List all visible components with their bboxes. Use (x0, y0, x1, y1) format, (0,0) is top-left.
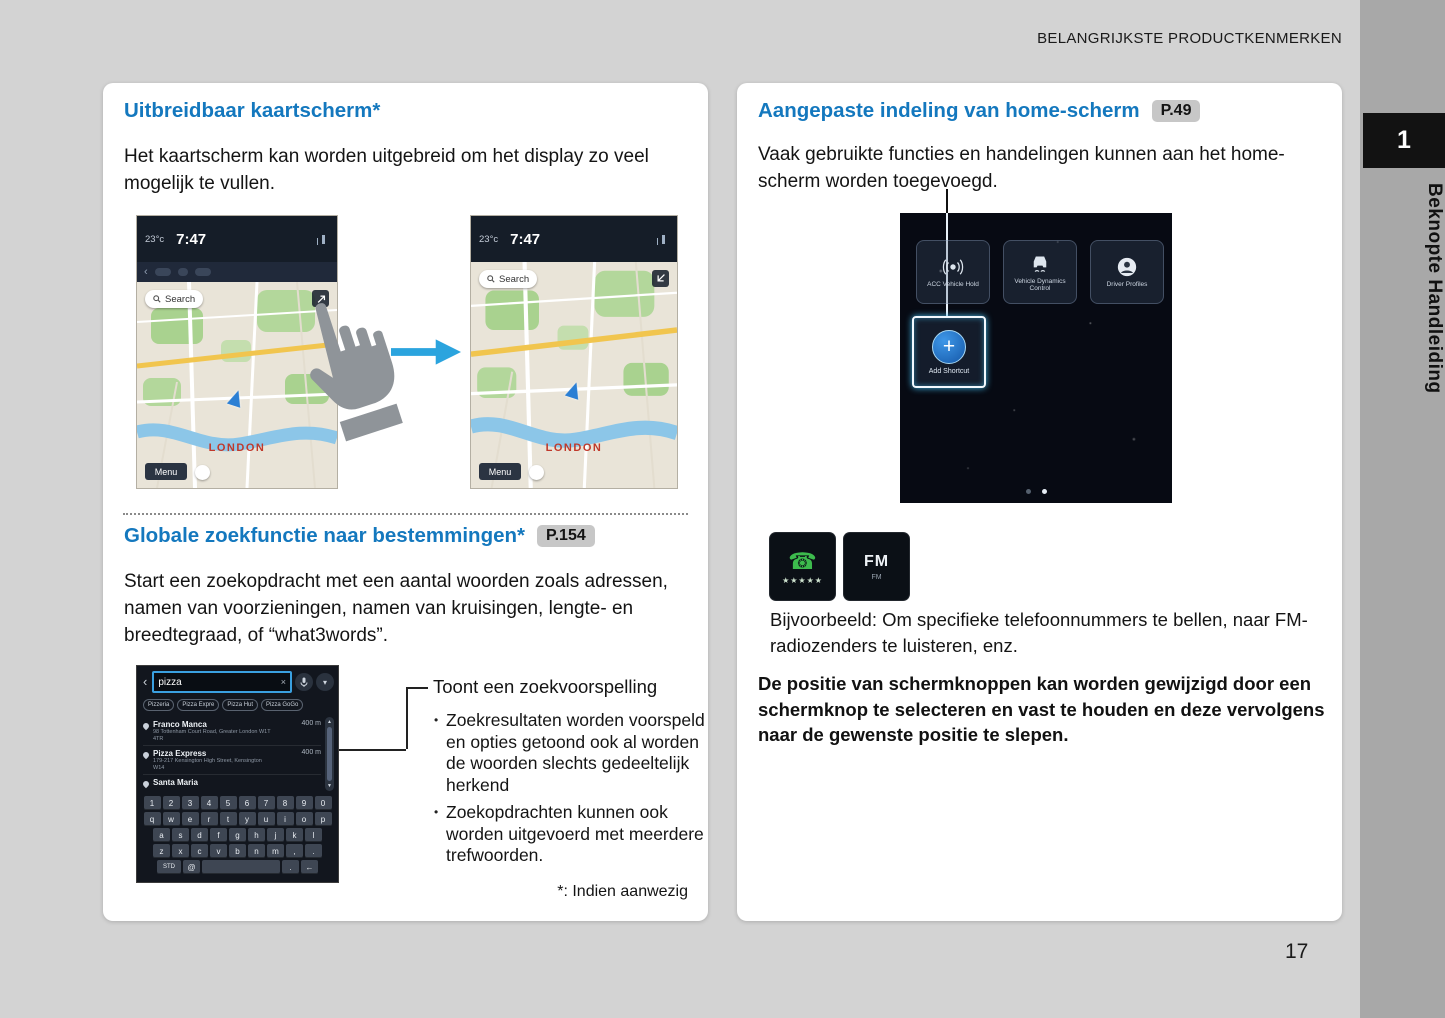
map-search-label: Search (165, 293, 196, 305)
toolbar-pill-icon (155, 268, 171, 276)
keyboard-key: c (191, 844, 208, 858)
shortcut-tile-driver-profiles (1090, 240, 1164, 304)
result-address: 98 Tottenham Court Road, Greater London W1T 4TR (153, 729, 271, 742)
arrow-right-icon (391, 339, 461, 365)
search-result-row (143, 775, 321, 791)
section-body: Het kaartscherm kan worden uitgebreid om het display zo veel mogelijk te vullen. (124, 146, 649, 194)
keyboard-key: 4 (201, 796, 218, 810)
keyboard-key: e (182, 812, 199, 826)
back-chevron-icon: ‹ (144, 266, 148, 278)
clock-readout: 7:47 (176, 230, 207, 248)
keyboard-key: 6 (239, 796, 256, 810)
tile-label: ACC Vehicle Hold (927, 281, 979, 289)
keyboard-key: 2 (163, 796, 180, 810)
scroll-down-icon: ▼ (327, 783, 332, 789)
suggestion-chips (143, 699, 332, 711)
nav-status-bar (471, 216, 677, 262)
search-icon (153, 295, 161, 303)
result-address: 179-217 Kensington High Street, Kensington W14 (153, 758, 262, 771)
page-dot-active (1042, 489, 1047, 494)
keyboard-key: , (286, 844, 303, 858)
temperature-readout: 23°c (145, 233, 165, 245)
nav-toolbar (137, 262, 337, 282)
page-reference-badge[interactable]: P.49 (1152, 100, 1201, 122)
volume-button (195, 465, 210, 480)
onscreen-keyboard (141, 796, 334, 874)
fm-icon: FM (863, 552, 890, 570)
result-name: Santa Maria (153, 778, 198, 787)
keyboard-key: . (305, 844, 322, 858)
suggestion-chip: Pizzeria (143, 699, 174, 711)
keyboard-key: 7 (258, 796, 275, 810)
acc-vehicle-hold-icon (942, 255, 964, 279)
keyboard-key: j (267, 828, 284, 842)
section-title-home-layout: Aangepaste indeling van home-scherm (758, 99, 1140, 122)
keyboard-key: 3 (182, 796, 199, 810)
keyboard-key: d (191, 828, 208, 842)
chapter-number: 1 (1397, 126, 1411, 154)
tile-label: Driver Profiles (1106, 281, 1148, 289)
keyboard-key: u (258, 812, 275, 826)
add-shortcut-button (912, 316, 986, 388)
keyboard-key: g (229, 828, 246, 842)
tile-label: Vehicle Dynamics Control (1014, 277, 1066, 292)
clear-icon: × (280, 677, 286, 687)
keyboard-key: 5 (220, 796, 237, 810)
keyboard-key: b (229, 844, 246, 858)
favorites-stars: ★★★★★ (782, 575, 823, 585)
callout-line (339, 749, 406, 751)
map-menu-button: Menu (145, 463, 187, 480)
location-pin-icon (143, 780, 150, 788)
signal-bars-icon (322, 235, 325, 244)
add-shortcut-label: Add Shortcut (928, 367, 970, 375)
right-panel (737, 83, 1342, 921)
signal-bars-icon (662, 235, 665, 244)
result-name: Franco Manca (153, 720, 207, 729)
section-title-global-search: Globale zoekfunctie naar bestemmingen* (124, 524, 525, 547)
keyboard-key: a (153, 828, 170, 842)
city-label: LONDON (208, 442, 266, 454)
location-pin-icon (143, 751, 150, 759)
scroll-up-icon: ▲ (327, 719, 332, 725)
shortcut-tile-acc-vehicle-hold (916, 240, 990, 304)
keyboard-key: 8 (277, 796, 294, 810)
home-screen-screenshot (900, 213, 1172, 503)
keyboard-key: . (282, 860, 299, 874)
nav-status-bar (137, 216, 337, 262)
keyboard-key: i (277, 812, 294, 826)
suggestion-chip: Pizza Expre (177, 699, 219, 711)
temperature-readout: 23°c (479, 233, 499, 245)
map-menu-button: Menu (479, 463, 521, 480)
keyboard-key: w (163, 812, 180, 826)
drag-note: De positie van schermknoppen kan worden gewijzigd door een schermknop te selecteren en vast te houden en deze vervolgens naar de gewenste positie te slepen. (758, 673, 1325, 745)
result-distance: 400 m (301, 749, 321, 756)
bullet-item: • Zoekopdrachten kunnen ook worden uitgevoerd met meerdere trefwoorden. (433, 802, 707, 867)
city-label: LONDON (545, 442, 603, 454)
feature-bullets (433, 710, 707, 873)
shortcut-examples (770, 533, 909, 600)
section-divider (123, 513, 688, 515)
keyboard-key: s (172, 828, 189, 842)
keyboard-key: z (153, 844, 170, 858)
keyboard-key: h (248, 828, 265, 842)
map-area (471, 262, 677, 488)
map-search-button (145, 290, 203, 308)
page-number: 17 (1285, 940, 1309, 963)
keyboard-key: y (239, 812, 256, 826)
search-result-row (143, 717, 321, 746)
toolbar-pill-icon (178, 268, 188, 276)
map-search-label: Search (499, 273, 530, 285)
running-header: BELANGRIJKSTE PRODUCTKENMERKEN (1037, 30, 1342, 47)
keyboard-key: o (296, 812, 313, 826)
keyboard-key: l (305, 828, 322, 842)
search-bar (141, 671, 334, 693)
results-scrollbar (325, 717, 334, 791)
keyboard-key: r (201, 812, 218, 826)
chapter-title-vertical: Beknopte Handleiding (1424, 183, 1445, 394)
voice-search-icon (295, 673, 313, 691)
scrollbar-thumb (327, 727, 332, 781)
hide-keyboard-icon: ▾ (316, 673, 334, 691)
result-distance: 400 m (301, 720, 321, 727)
keyboard-key: 1 (144, 796, 161, 810)
section-body: Vaak gebruikte functies en handelingen kunnen aan het home-scherm worden toegevoegd. (758, 144, 1285, 192)
collapse-map-icon (652, 270, 669, 287)
map-terrain (471, 262, 677, 488)
keyboard-key: f (210, 828, 227, 842)
footnote: *: Indien aanwezig (557, 883, 688, 900)
driver-profile-icon (1116, 255, 1138, 279)
shortcut-tile-vehicle-dynamics (1003, 240, 1077, 304)
search-results-list (143, 717, 321, 791)
volume-button (529, 465, 544, 480)
keyboard-key: t (220, 812, 237, 826)
keyboard-key: x (172, 844, 189, 858)
keyboard-key: @ (183, 860, 200, 874)
left-panel (103, 83, 708, 921)
callout-line (406, 687, 408, 749)
search-icon (487, 275, 495, 283)
keyboard-key: ← (301, 860, 318, 874)
keyboard-key: n (248, 844, 265, 858)
fm-label: FM (871, 573, 882, 581)
keyboard-key: 9 (296, 796, 313, 810)
pointer-line (946, 189, 948, 214)
keyboard-key: p (315, 812, 332, 826)
vehicle-dynamics-icon (1030, 252, 1050, 276)
toolbar-pill-icon (195, 268, 211, 276)
keyboard-key: v (210, 844, 227, 858)
keyboard-key: 0 (315, 796, 332, 810)
search-screen-screenshot (137, 666, 338, 882)
search-input (152, 671, 292, 693)
fm-radio-shortcut-tile (844, 533, 909, 600)
back-icon: ‹ (143, 674, 148, 689)
page-reference-badge[interactable]: P.154 (537, 525, 595, 547)
location-pin-icon (143, 722, 150, 730)
keyboard-key: STD (157, 860, 181, 874)
callout-label: Toont een zoekvoorspelling (433, 676, 658, 697)
keyboard-key: m (267, 844, 284, 858)
search-query: pizza (158, 676, 182, 688)
speed-dial-shortcut-tile (770, 533, 835, 600)
section-body: Start een zoekopdracht met een aantal woorden zoals adressen, namen van voorzieningen, namen van kruisingen, lengte- en breedtegraad, of “what3words”. (124, 571, 668, 646)
map-search-button (479, 270, 537, 288)
plus-icon: + (932, 330, 966, 364)
nav-screenshot-expanded (471, 216, 677, 488)
keyboard-key: k (286, 828, 303, 842)
suggestion-chip: Pizza GoGo (261, 699, 303, 711)
example-text: Bijvoorbeeld: Om specifieke telefoonnummers te bellen, naar FM-radiozenders te luisteren, enz. (770, 609, 1308, 656)
callout-line (406, 687, 428, 689)
phone-icon: ☎ (788, 547, 817, 574)
section-title-expandable-map: Uitbreidbaar kaartscherm* (124, 99, 381, 122)
page-indicator (900, 489, 1172, 494)
chapter-number-tab (1363, 113, 1445, 168)
keyboard-key (202, 860, 280, 874)
search-result-row (143, 746, 321, 775)
suggestion-chip: Pizza Hut (222, 699, 258, 711)
page-dot (1026, 489, 1031, 494)
keyboard-key: q (144, 812, 161, 826)
clock-readout: 7:47 (510, 230, 541, 248)
result-name: Pizza Express (153, 749, 207, 758)
bullet-item: • Zoekresultaten worden voorspeld en opties getoond ook al worden de woorden slechts gedeeltelijk herkend (433, 710, 707, 796)
